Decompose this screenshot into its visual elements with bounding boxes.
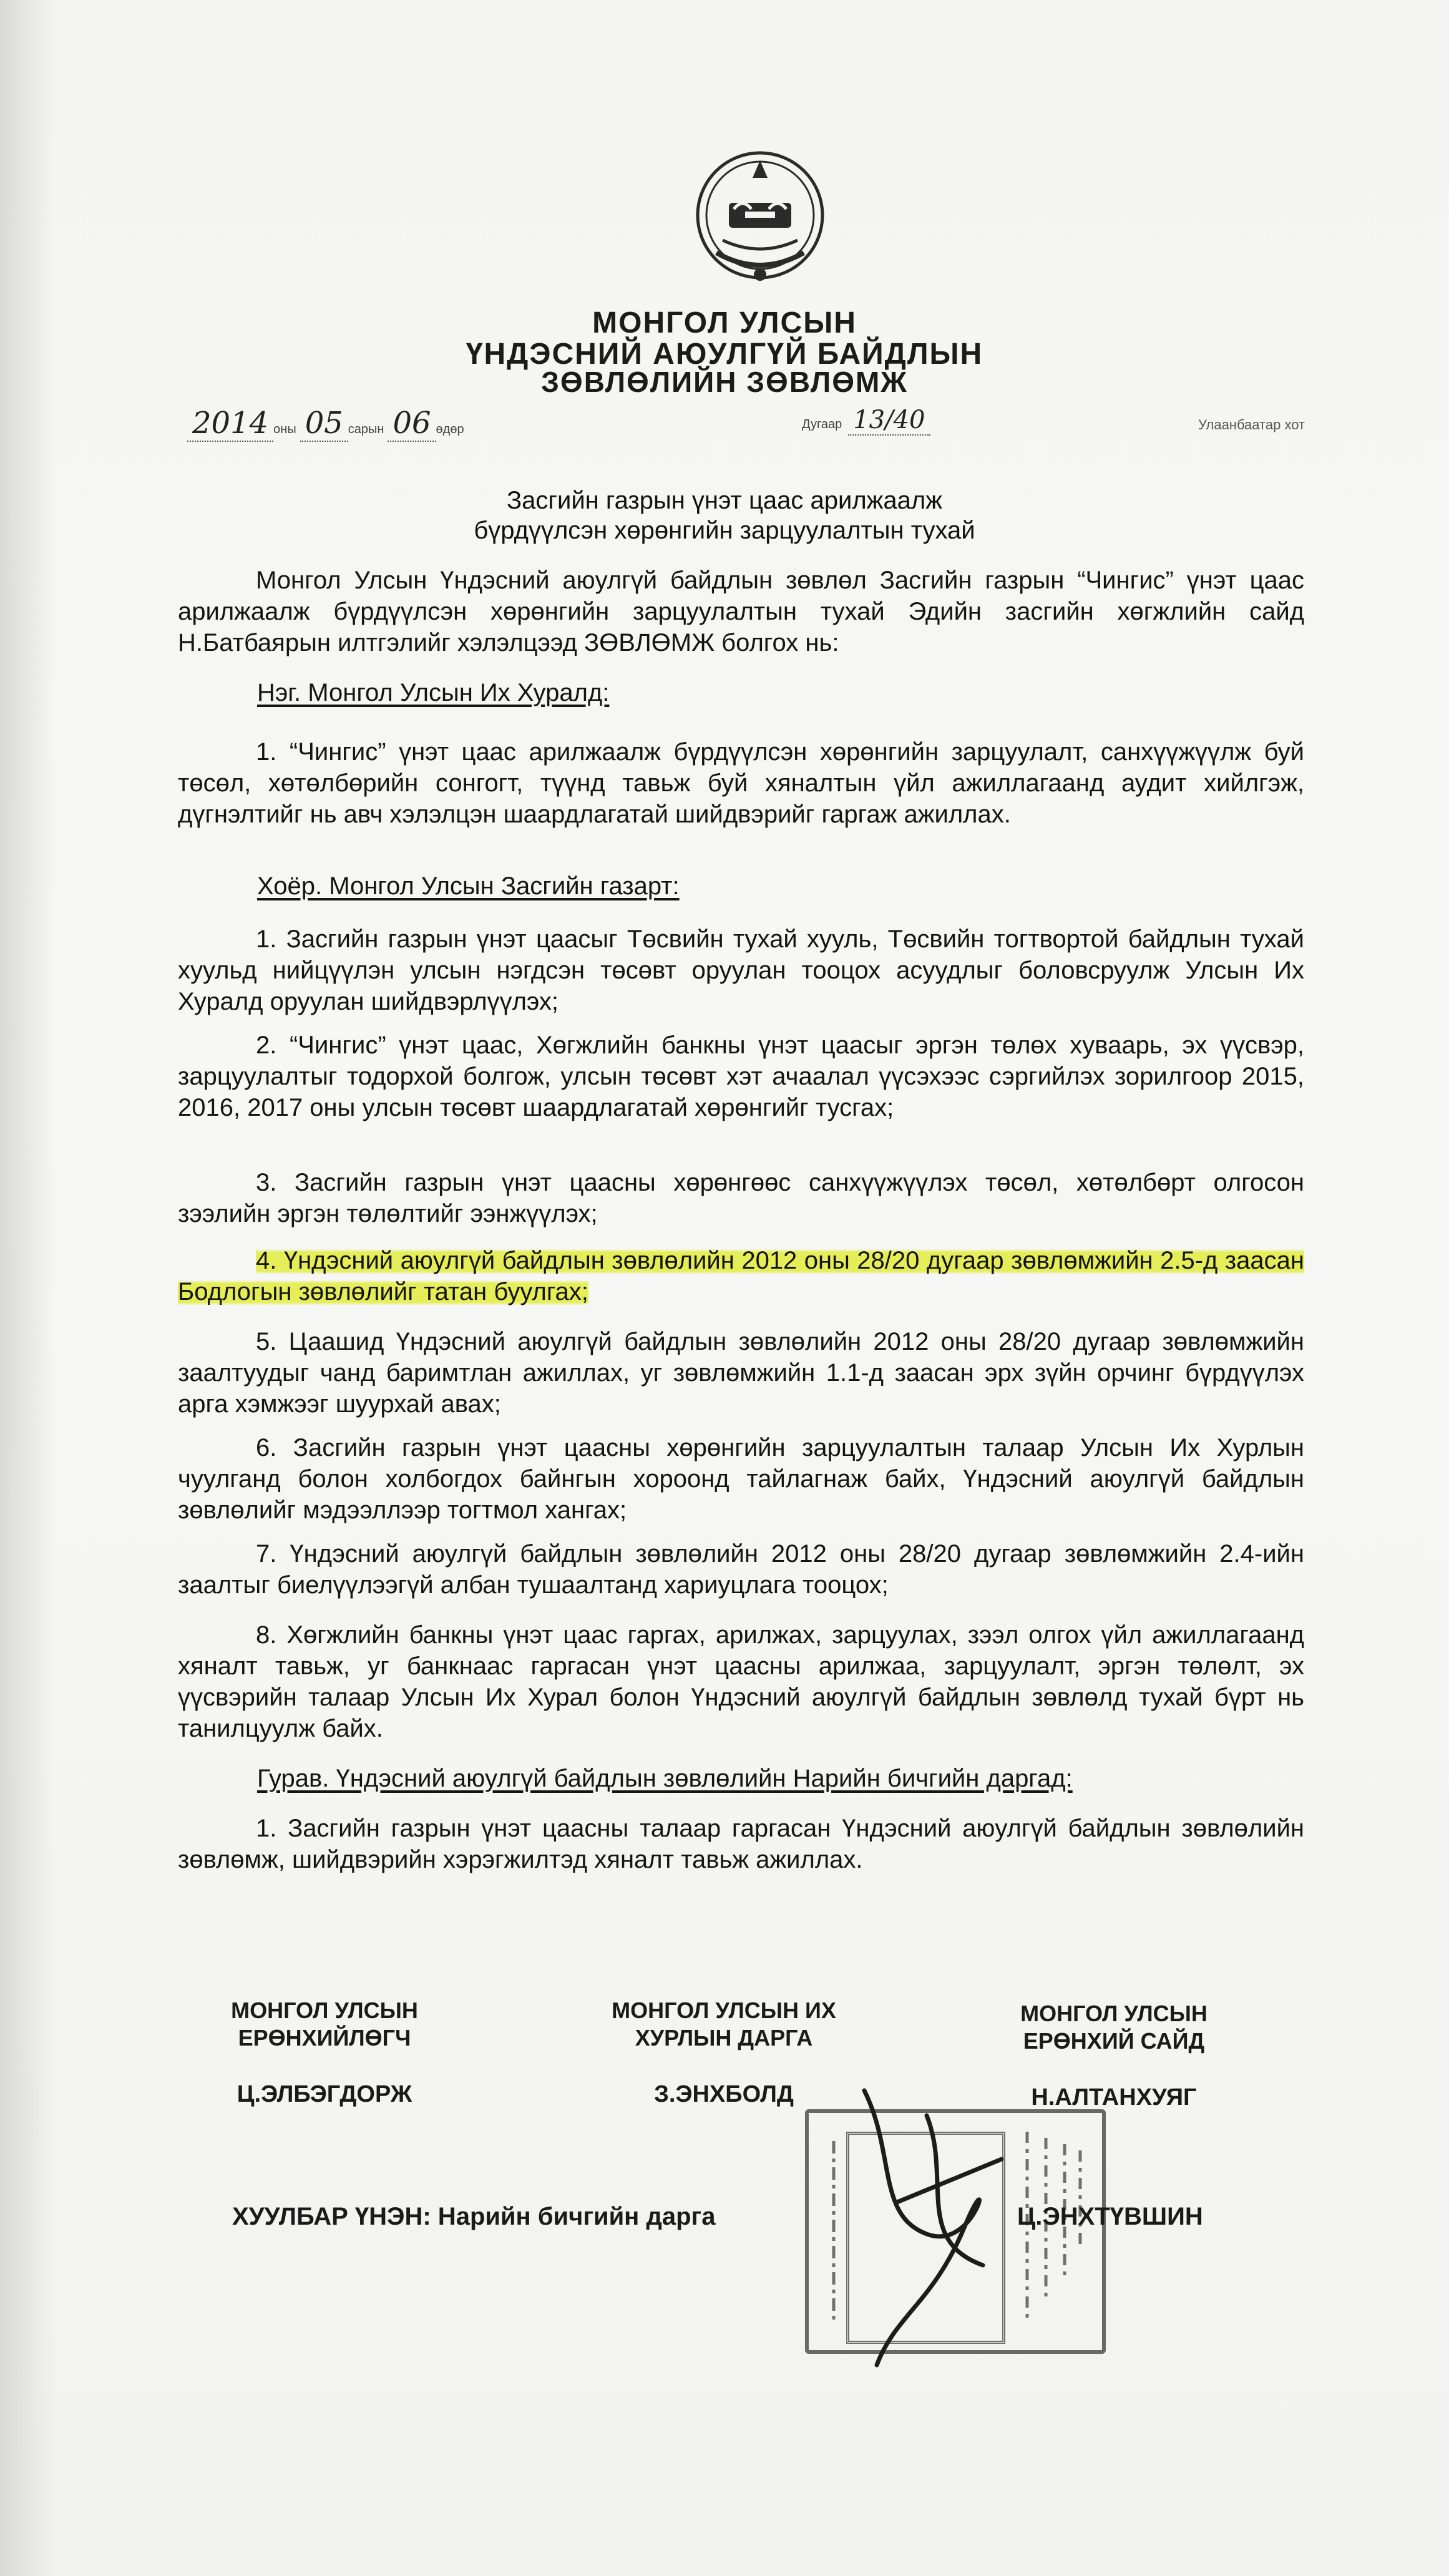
section-three-item-1: 1. Засгийн газрын үнэт цаасны талаар гаргасан Үндэсний аюулгүй байдлын зөвлөлийн зөвлөмж, шийдвэрийн хэрэгжилтэд хяналт тавьж ажиллах.	[178, 1815, 1304, 1873]
date-year: 2014	[187, 406, 273, 442]
section-two-item	[178, 924, 1304, 1017]
section-two-item-4-highlighted: 4. Үндэсний аюулгүй байдлын зөвлөлийн 2012 оны 28/20 дугаар зөвлөмжийн 2.5-д заасан Бодлогын зөвлөлийг татан буулгах;	[178, 1247, 1304, 1305]
section-three-heading: Гурав. Үндэсний аюулгүй байдлын зөвлөлийн Нарийн бичгийн даргад:	[257, 1765, 1073, 1792]
section-two-item-3: 3. Засгийн газрын үнэт цаасны хөрөнгөөс санхүүжүүлэх төсөл, хөтөлбөрт олгосон зээлийн эргэн төлөлтийг ээнжүүлэх;	[178, 1169, 1304, 1227]
section-two-item-1: 1. Засгийн газрын үнэт цаасыг Төсвийн тухай хууль, Төсвийн тогтвортой байдлын тухай хуульд нийцүүлэн улсын нэгдсэн төсөвт оруулан тооцох асуудлыг боловсруулж Улсын Их Хуралд оруулан шийдвэрлүүлэх;	[178, 925, 1304, 1015]
signatory-title-line: МОНГОЛ УЛСЫН	[231, 1998, 418, 2023]
section-two-item-5: 5. Цаашид Үндэсний аюулгүй байдлын зөвлөлийн 2012 оны 28/20 дугаар зөвлөмжийн заалтуудыг чанд баримтлан ажиллах, уг зөвлөмжийн 1.1-д заасан эрх зүйн орчинг бүрдүүлэх арга хэмжээг шуурхай авах;	[178, 1328, 1304, 1418]
section-two-item-7: 7. Үндэсний аюулгүй байдлын зөвлөлийн 2012 оны 28/20 дугаар зөвлөмжийн 2.4-ийн заалтыг биелүүлээгүй албан тушаалтанд хариуцлага тооцох;	[178, 1540, 1304, 1599]
date-day-suffix: өдөр	[436, 422, 464, 436]
certification-name: Ц.ЭНХТҮВШИН	[1017, 2203, 1203, 2230]
section-two-item	[178, 1167, 1304, 1229]
section-two-item	[178, 1619, 1304, 1744]
section-one-heading: Нэг. Монгол Улсын Их Хуралд:	[257, 679, 610, 706]
section-two-item	[178, 1538, 1304, 1601]
number-value: 13/40	[848, 406, 930, 436]
number-label: Дугаар	[802, 417, 842, 431]
signatory-title-line: МОНГОЛ УЛСЫН ИХ	[612, 1998, 836, 2023]
intro-text: Монгол Улсын Үндэсний аюулгүй байдлын зөвлөл Засгийн газрын “Чингис” үнэт цаас арилжаалж бүрдүүлсэн хөрөнгийн зарцуулалтын тухай Эдийн засгийн хөгжлийн сайд Н.Батбаярын илтгэлийг хэлэлцээд ЗӨВЛӨМЖ болгох нь:	[178, 567, 1304, 656]
signatory-title-line: ХУРЛЫН ДАРГА	[635, 2025, 813, 2051]
document-title-line-1: Засгийн газрын үнэт цаас арилжаалж	[506, 487, 943, 514]
intro-paragraph	[178, 565, 1304, 658]
date-month-suffix: сарын	[348, 422, 384, 436]
signatory-title-line: МОНГОЛ УЛСЫН	[1020, 2001, 1208, 2026]
section-two-item-8: 8. Хөгжлийн банкны үнэт цаас гаргах, арилжах, зарцуулах, зээл олгох үйл ажиллагаанд хяналт тавьж, уг банкнаас гаргасан үнэт цаасны арилжаа, зарцуулалт, эргэн төлөлт, эх үүсвэрийн талаар Улсын Их Хурал болон Үндэсний аюулгүй байдлын зөвлөлд тухай бүрт нь танилцуулж байх.	[178, 1621, 1304, 1742]
signatory-president-name: Ц.ЭЛБЭГДОРЖ	[237, 2081, 412, 2107]
signatory-president-title	[187, 1997, 462, 2052]
signatory-pm-name: Н.АЛТАНХУЯГ	[1031, 2084, 1197, 2110]
document-number	[802, 406, 930, 436]
section-two-item	[178, 1432, 1304, 1526]
signatory-title-line: ЕРӨНХИЙ САЙД	[1023, 2028, 1205, 2054]
section-two-item-2: 2. “Чингис” үнэт цаас, Хөгжлийн банкны үнэт цаасыг эргэн төлөх хуваарь, эх үүсвэр, зарцуулалтыг тодорхой болгож, улсын төсөвт хэт ачаалал үүсэхээс сэргийлэх зорилгоор 2015, 2016, 2017 оны улсын төсөвт шаардлагатай хөрөнгийг тусгах;	[178, 1032, 1304, 1121]
section-two-item	[178, 1245, 1304, 1307]
section-two-item-6: 6. Засгийн газрын үнэт цаасны хөрөнгийн зарцуулалтын талаар Улсын Их Хурлын чуулганд болон холбогдох байнгын хороонд тайлагнаж байх, Үндэсний аюулгүй байдлын зөвлөлийг мэдээллээр тогтмол хангах;	[178, 1434, 1304, 1524]
signatory-speaker-name: З.ЭНХБОЛД	[654, 2081, 794, 2107]
section-two-heading: Хоёр. Монгол Улсын Засгийн газарт:	[257, 872, 680, 900]
signatory-pm-title	[973, 2000, 1254, 2055]
date-year-suffix: оны	[273, 422, 296, 436]
document-date	[187, 406, 464, 442]
section-two-item	[178, 1030, 1304, 1123]
section-three-item	[178, 1813, 1304, 1875]
org-name-line-3: ЗӨВЛӨЛИЙН ЗӨВЛӨМЖ	[541, 366, 908, 398]
org-name-line-1: МОНГОЛ УЛСЫН	[592, 306, 857, 339]
certification-label: ХУУЛБАР ҮНЭН: Нарийн бичгийн дарга	[232, 2203, 716, 2230]
date-day: 06	[388, 406, 436, 442]
section-one-item	[178, 736, 1304, 830]
section-one-item-1: 1. “Чингис” үнэт цаас арилжаалж бүрдүүлсэн хөрөнгийн зарцуулалт, санхүүжүүлж буй төсөл, хөтөлбөрийн сонгогт, түүнд тавьж буй хяналтын үйл ажиллагаанд аудит хийлгэж, дүгнэлтийг нь авч хэлэлцэн шаардлагатай шийдвэрийг гаргаж ажиллах.	[178, 738, 1304, 828]
signatory-title-line: ЕРӨНХИЙЛӨГЧ	[238, 2025, 411, 2051]
document-title-line-2: бүрдүүлсэн хөрөнгийн зарцуулалтын тухай	[474, 517, 975, 544]
org-name-line-2: ҮНДЭСНИЙ АЮУЛГҮЙ БАЙДЛЫН	[466, 338, 983, 371]
signatory-speaker-title	[562, 1997, 886, 2052]
section-two-item	[178, 1326, 1304, 1420]
date-month: 05	[300, 406, 348, 442]
document-place: Улаанбаатар хот	[1198, 417, 1305, 432]
handwritten-signature-icon	[839, 2078, 1027, 2371]
state-emblem-icon	[685, 147, 835, 296]
